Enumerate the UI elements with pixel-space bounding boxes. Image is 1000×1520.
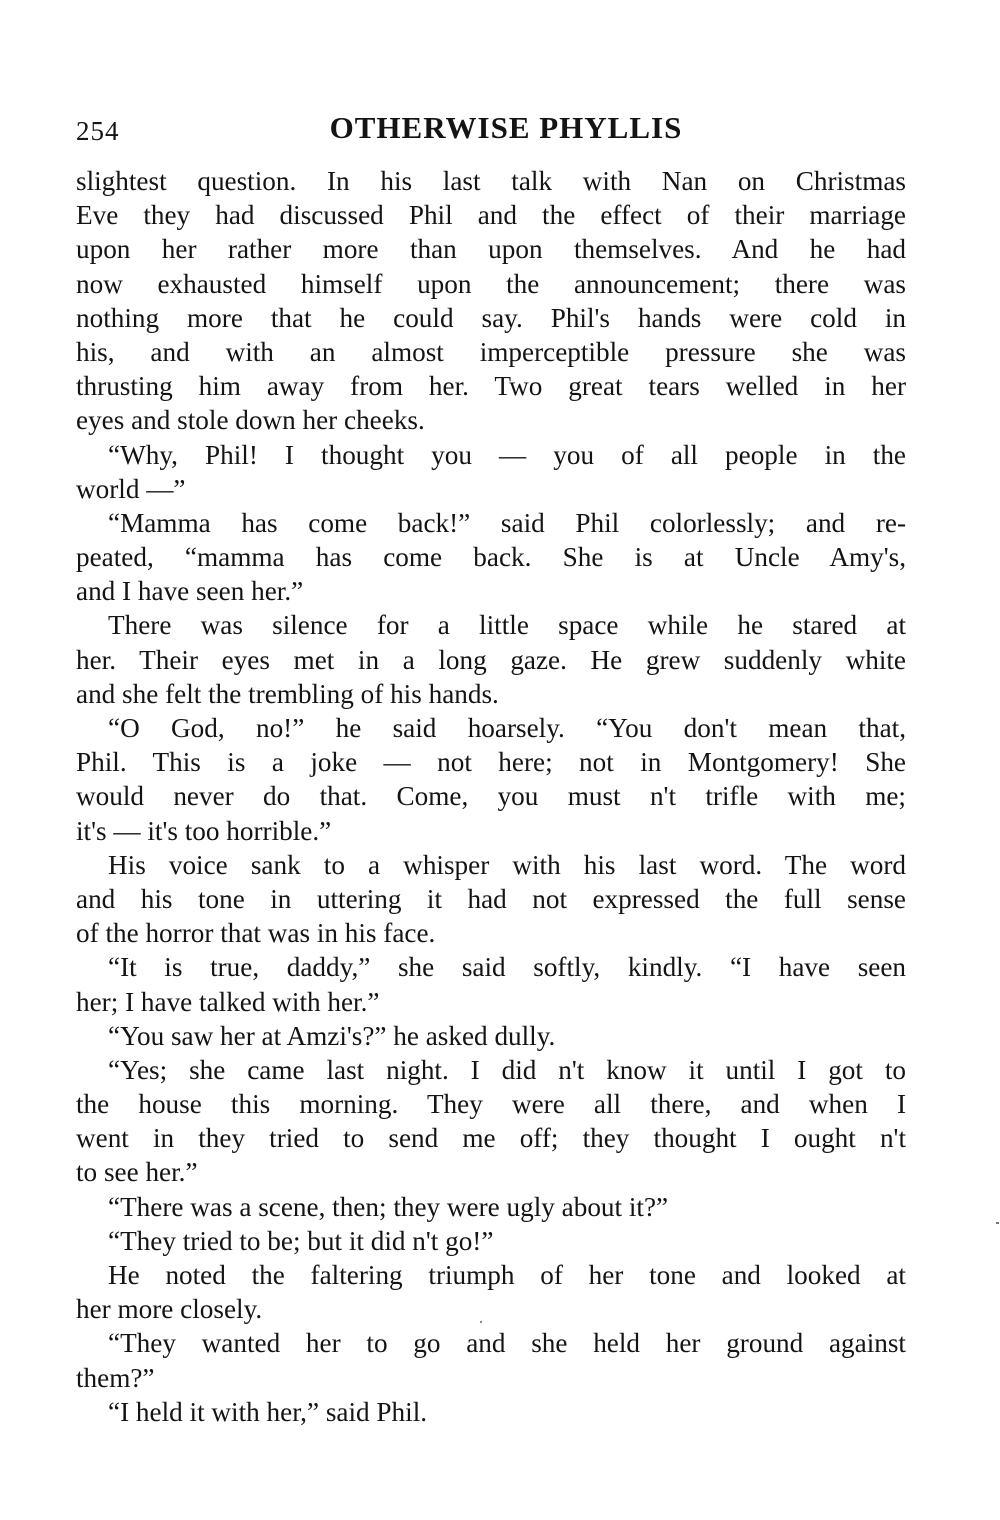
text-line: her more closely.: [76, 1294, 263, 1325]
ink-speck: [480, 1321, 482, 1323]
text-line: “O God, no!” he said hoarsely. “You don't mean that,: [108, 713, 906, 743]
text-line: of the horror that was in his face.: [76, 918, 436, 949]
text-line: slightest question. In his last talk with Nan on Christmas: [76, 166, 906, 196]
text-line: her; I have talked with her.”: [76, 986, 380, 1017]
text-line: her. Their eyes met in a long gaze. He grew suddenly white: [76, 644, 906, 675]
text-line: His voice sank to a whisper with his last word. The word: [108, 849, 906, 880]
running-title: OTHERWISE PHYLLIS: [329, 110, 683, 145]
text-line: “I held it with her,” said Phil.: [108, 1396, 428, 1427]
text-line: world —”: [76, 473, 186, 504]
text-line: eyes and stole down her cheeks.: [76, 405, 425, 436]
text-line: “Why, Phil! I thought you — you of all people in the: [108, 439, 906, 470]
text-line: and I have seen her.”: [76, 576, 304, 607]
text-line: his, and with an almost imperceptible pressure she was: [76, 336, 906, 367]
page-number: 254: [76, 116, 120, 146]
body-text: [76, 164, 906, 1429]
running-head: [76, 110, 906, 164]
text-line: There was silence for a little space while he stared at: [108, 610, 906, 641]
text-line: and his tone in uttering it had not expressed the full sense: [76, 883, 906, 914]
text-line: “Yes; she came last night. I did n't know it until I got to: [108, 1054, 906, 1085]
text-line: upon her rather more than upon themselves. And he had: [76, 234, 906, 265]
text-line: peated, “mamma has come back. She is at Uncle Amy's,: [76, 542, 906, 573]
text-line: “It is true, daddy,” she said softly, kindly. “I have seen: [108, 952, 906, 983]
text-line: would never do that. Come, you must n't trifle with me;: [76, 781, 906, 812]
margin-mark: [996, 1222, 999, 1224]
text-line: went in they tried to send me off; they thought I ought n't: [76, 1123, 906, 1154]
text-line: it's — it's too horrible.”: [76, 815, 332, 846]
text-line: “You saw her at Amzi's?” he asked dully.: [108, 1020, 556, 1051]
text-line: “There was a scene, then; they were ugly about it?”: [108, 1191, 669, 1222]
text-line: thrusting him away from her. Two great tears welled in her: [76, 371, 906, 402]
text-line: to see her.”: [76, 1157, 198, 1188]
book-page: [76, 110, 906, 1429]
text-line: nothing more that he could say. Phil's hands were cold in: [76, 302, 906, 333]
text-line: and she felt the trembling of his hands.: [76, 678, 499, 709]
text-line: “They wanted her to go and she held her ground against: [108, 1328, 906, 1359]
text-line: Eve they had discussed Phil and the effect of their marriage: [76, 200, 906, 231]
text-line: now exhausted himself upon the announcement; there was: [76, 268, 906, 299]
text-line: “They tried to be; but it did n't go!”: [108, 1225, 494, 1256]
text-line: them?”: [76, 1362, 155, 1393]
text-line: the house this morning. They were all there, and when I: [76, 1089, 906, 1120]
text-line: He noted the faltering triumph of her tone and looked at: [108, 1260, 906, 1290]
text-line: “Mamma has come back!” said Phil colorlessly; and re-: [108, 507, 906, 538]
text-line: Phil. This is a joke — not here; not in Montgomery! She: [76, 747, 906, 778]
